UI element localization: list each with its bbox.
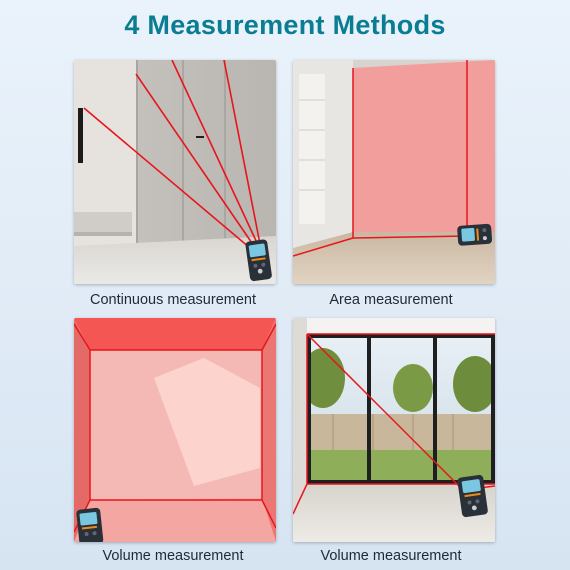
caption-continuous-measurement: Continuous measurement <box>89 292 257 308</box>
caption-volume-measurement-1: Volume measurement <box>102 548 244 564</box>
continuous-measurement-image <box>74 60 276 284</box>
laser-distance-meter-icon <box>457 474 488 517</box>
panel-area-measurement <box>293 60 495 284</box>
panel-continuous-measurement <box>74 60 276 284</box>
page-title: 4 Measurement Methods <box>124 10 446 40</box>
caption-volume-measurement-2: Volume measurement <box>320 548 462 564</box>
laser-distance-meter-icon <box>457 224 492 246</box>
volume-measurement-image-2 <box>293 318 495 542</box>
panel-volume-measurement-2 <box>293 318 495 542</box>
area-measurement-image <box>293 60 495 284</box>
volume-measurement-image-1 <box>74 318 276 542</box>
panel-volume-measurement-1 <box>74 318 276 542</box>
caption-area-measurement: Area measurement <box>329 292 453 308</box>
laser-distance-meter-icon <box>76 507 104 542</box>
